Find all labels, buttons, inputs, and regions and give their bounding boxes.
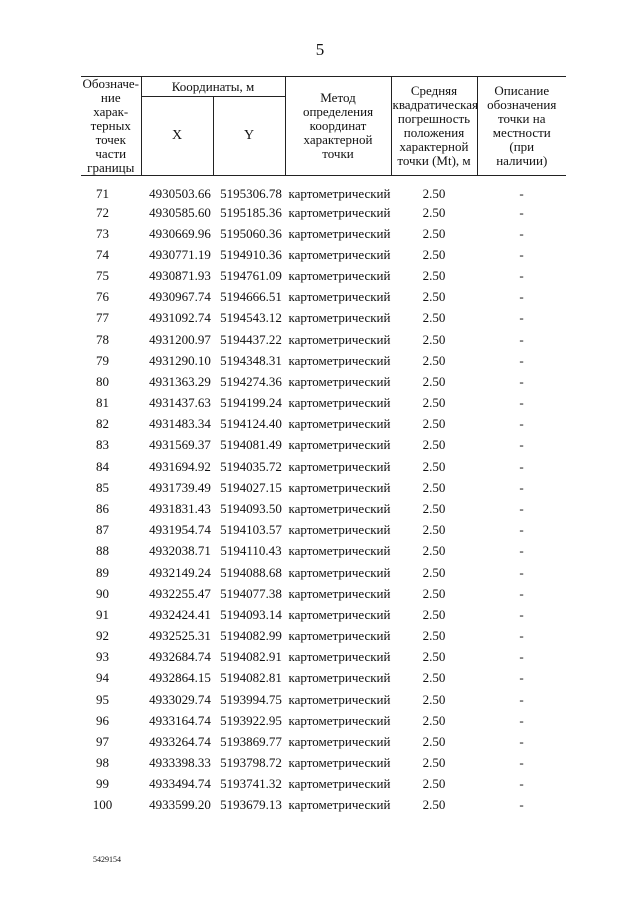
y-coordinate-cell: 5194124.40 xyxy=(220,416,282,432)
table-row xyxy=(81,625,566,646)
error-cell: 2.50 xyxy=(422,331,446,347)
description-cell: - xyxy=(519,500,524,516)
error-cell: 2.50 xyxy=(422,712,446,728)
x-coordinate-cell: 4931831.43 xyxy=(149,500,211,516)
description-cell: - xyxy=(519,268,524,284)
description-cell: - xyxy=(519,712,524,728)
point-number-cell: 77 xyxy=(96,310,109,326)
error-cell: 2.50 xyxy=(422,458,446,474)
y-coordinate-cell: 5194093.50 xyxy=(220,500,282,516)
point-number-cell: 71 xyxy=(96,186,109,201)
description-cell: - xyxy=(519,649,524,665)
x-coordinate-cell: 4933164.74 xyxy=(149,712,211,728)
table-row xyxy=(81,689,566,710)
point-number-cell: 81 xyxy=(96,395,109,411)
method-cell: картометрический xyxy=(288,712,391,728)
error-cell: 2.50 xyxy=(422,733,446,749)
method-line: Метод xyxy=(320,90,356,105)
y-coordinate-cell: 5193741.32 xyxy=(220,776,282,792)
table-body xyxy=(81,176,566,816)
point-line: части xyxy=(95,146,127,161)
point-number-cell: 91 xyxy=(96,606,109,622)
description-cell: - xyxy=(519,246,524,262)
y-coordinate-cell: 5194035.72 xyxy=(220,458,282,474)
y-coordinate-cell: 5194274.36 xyxy=(220,373,282,389)
method-cell: картометрический xyxy=(288,268,391,284)
error-cell: 2.50 xyxy=(422,628,446,644)
x-coordinate-cell: 4931954.74 xyxy=(149,522,211,538)
point-number-cell: 98 xyxy=(96,755,109,771)
table-row xyxy=(81,752,566,773)
y-coordinate-cell: 5194910.36 xyxy=(220,246,282,262)
y-coordinate-cell: 5194348.31 xyxy=(220,352,282,368)
table-row xyxy=(81,520,566,541)
x-coordinate-cell: 4931363.29 xyxy=(149,373,211,389)
description-line: точки на xyxy=(498,111,546,126)
point-number-cell: 80 xyxy=(96,373,109,389)
x-coordinate-cell: 4930871.93 xyxy=(149,268,211,284)
description-cell: - xyxy=(519,479,524,495)
description-cell: - xyxy=(519,331,524,347)
error-cell: 2.50 xyxy=(422,500,446,516)
point-line: терных xyxy=(90,118,131,133)
y-coordinate-cell: 5194103.57 xyxy=(220,522,282,538)
table-row xyxy=(81,541,566,562)
table-row xyxy=(81,456,566,477)
table-row xyxy=(81,498,566,519)
y-coordinate-cell: 5194761.09 xyxy=(220,268,282,284)
method-cell: картометрический xyxy=(288,500,391,516)
point-number-cell: 96 xyxy=(96,712,109,728)
method-cell: картометрический xyxy=(288,543,391,559)
point-number-cell: 78 xyxy=(96,331,109,347)
table-row xyxy=(81,371,566,392)
point-number-cell: 97 xyxy=(96,733,109,749)
error-cell: 2.50 xyxy=(422,606,446,622)
description-cell: - xyxy=(519,310,524,326)
point-number-cell: 99 xyxy=(96,776,109,792)
point-line: границы xyxy=(87,160,135,175)
y-coordinate-cell: 5194077.38 xyxy=(220,585,282,601)
description-cell: - xyxy=(519,691,524,707)
point-number-cell: 83 xyxy=(96,437,109,453)
method-cell: картометрический xyxy=(288,585,391,601)
description-cell: - xyxy=(519,733,524,749)
description-line: наличии) xyxy=(496,153,548,168)
method-cell: картометрический xyxy=(288,225,391,241)
y-coordinate-cell: 5195060.36 xyxy=(220,225,282,241)
table-row xyxy=(81,604,566,625)
method-cell: картометрический xyxy=(288,649,391,665)
x-coordinate-cell: 4933264.74 xyxy=(149,733,211,749)
error-cell: 2.50 xyxy=(422,246,446,262)
method-cell: картометрический xyxy=(288,776,391,792)
point-line: ние харак- xyxy=(93,90,129,119)
y-coordinate-cell: 5193994.75 xyxy=(220,691,282,707)
table-row xyxy=(81,287,566,308)
table-row xyxy=(81,668,566,689)
error-line: погрешность xyxy=(397,111,471,126)
point-number-cell: 86 xyxy=(96,500,109,516)
method-cell: картометрический xyxy=(288,310,391,326)
point-line: точек xyxy=(95,132,126,147)
description-cell: - xyxy=(519,458,524,474)
method-cell: картометрический xyxy=(288,437,391,453)
y-coordinate-cell: 5194437.22 xyxy=(220,331,282,347)
x-coordinate-cell: 4932525.31 xyxy=(149,628,211,644)
error-line: точки (Mt), м xyxy=(397,153,471,168)
x-coordinate-cell: 4932684.74 xyxy=(149,649,211,665)
point-number-cell: 90 xyxy=(96,585,109,601)
method-cell: картометрический xyxy=(288,733,391,749)
header-method xyxy=(285,77,391,176)
description-line: (при xyxy=(509,139,535,154)
error-cell: 2.50 xyxy=(422,649,446,665)
error-cell: 2.50 xyxy=(422,797,446,813)
table-row xyxy=(81,329,566,350)
point-number-cell: 76 xyxy=(96,289,109,305)
method-cell: картометрический xyxy=(288,606,391,622)
x-coordinate-cell: 4931290.10 xyxy=(149,352,211,368)
footer-code: 5429154 xyxy=(93,855,121,864)
error-cell: 2.50 xyxy=(422,585,446,601)
error-line: Средняя xyxy=(410,83,458,98)
method-cell: картометрический xyxy=(288,522,391,538)
method-cell: картометрический xyxy=(288,797,391,813)
y-coordinate-cell: 5194666.51 xyxy=(220,289,282,305)
point-number-cell: 89 xyxy=(96,564,109,580)
error-line: квадратическая xyxy=(392,97,479,112)
method-cell: картометрический xyxy=(288,289,391,305)
point-number-cell: 100 xyxy=(92,797,113,813)
x-coordinate-cell: 4933029.74 xyxy=(149,691,211,707)
point-number-cell: 75 xyxy=(96,268,109,284)
y-coordinate-cell: 5194082.91 xyxy=(220,649,282,665)
method-line: характерной xyxy=(303,132,373,147)
table-row xyxy=(81,414,566,435)
description-cell: - xyxy=(519,437,524,453)
y-coordinate-cell: 5195185.36 xyxy=(220,204,282,220)
method-cell: картометрический xyxy=(288,564,391,580)
x-coordinate-cell: 4931569.37 xyxy=(149,437,211,453)
point-number-cell: 94 xyxy=(96,670,109,686)
error-cell: 2.50 xyxy=(422,395,446,411)
method-line: точки xyxy=(322,146,354,161)
x-coordinate-cell: 4931694.92 xyxy=(149,458,211,474)
table-row xyxy=(81,393,566,414)
header-point xyxy=(81,77,141,176)
method-cell: картометрический xyxy=(288,373,391,389)
point-line: Обозначе- xyxy=(82,76,139,91)
table-row xyxy=(81,223,566,244)
y-coordinate-cell: 5194093.14 xyxy=(220,606,282,622)
x-coordinate-cell: 4932255.47 xyxy=(149,585,211,601)
x-coordinate-cell: 4930585.60 xyxy=(149,204,211,220)
x-coordinate-cell: 4931437.63 xyxy=(149,395,211,411)
x-coordinate-cell: 4931092.74 xyxy=(149,310,211,326)
error-cell: 2.50 xyxy=(422,310,446,326)
header-x: X xyxy=(141,97,213,176)
point-number-cell: 87 xyxy=(96,522,109,538)
method-line: определения xyxy=(302,104,374,119)
x-coordinate-cell: 4933494.74 xyxy=(149,776,211,792)
description-line: обозначения xyxy=(487,97,557,112)
error-cell: 2.50 xyxy=(422,776,446,792)
error-cell: 2.50 xyxy=(422,670,446,686)
method-cell: картометрический xyxy=(288,352,391,368)
point-number-cell: 74 xyxy=(96,246,109,262)
error-cell: 2.50 xyxy=(422,268,446,284)
page-number: 5 xyxy=(315,40,325,59)
table-row xyxy=(81,266,566,287)
method-cell: картометрический xyxy=(288,331,391,347)
method-cell: картометрический xyxy=(288,395,391,411)
x-coordinate-cell: 4931739.49 xyxy=(149,479,211,495)
point-number-cell: 79 xyxy=(96,352,109,368)
description-cell: - xyxy=(519,606,524,622)
description-cell: - xyxy=(519,289,524,305)
method-cell: картометрический xyxy=(288,755,391,771)
method-cell: картометрический xyxy=(288,458,391,474)
y-coordinate-cell: 5194027.15 xyxy=(220,479,282,495)
error-cell: 2.50 xyxy=(422,204,446,220)
x-coordinate-cell: 4932149.24 xyxy=(149,564,211,580)
y-coordinate-cell: 5193869.77 xyxy=(220,733,282,749)
description-cell: - xyxy=(519,225,524,241)
x-coordinate-cell: 4932424.41 xyxy=(149,606,211,622)
point-number-cell: 82 xyxy=(96,416,109,432)
description-cell: - xyxy=(519,543,524,559)
table-row xyxy=(81,774,566,795)
description-line: местности xyxy=(492,125,551,140)
header-error xyxy=(391,77,477,176)
error-cell: 2.50 xyxy=(422,416,446,432)
description-cell: - xyxy=(519,522,524,538)
table-row xyxy=(81,731,566,752)
x-coordinate-cell: 4930503.66 xyxy=(149,186,211,201)
description-cell: - xyxy=(519,585,524,601)
y-coordinate-cell: 5193798.72 xyxy=(220,755,282,771)
y-coordinate-cell: 5194082.99 xyxy=(220,628,282,644)
point-number-cell: 93 xyxy=(96,649,109,665)
x-coordinate-cell: 4932864.15 xyxy=(149,670,211,686)
point-number-cell: 84 xyxy=(96,458,109,474)
x-coordinate-cell: 4931200.97 xyxy=(149,331,211,347)
x-coordinate-cell: 4930669.96 xyxy=(149,225,211,241)
error-cell: 2.50 xyxy=(422,564,446,580)
x-coordinate-cell: 4930967.74 xyxy=(149,289,211,305)
table-row xyxy=(81,795,566,816)
table-row xyxy=(81,583,566,604)
table-row xyxy=(81,710,566,731)
y-coordinate-cell: 5194199.24 xyxy=(220,395,282,411)
error-cell: 2.50 xyxy=(422,289,446,305)
y-coordinate-cell: 5194082.81 xyxy=(220,670,282,686)
table-row xyxy=(81,350,566,371)
method-cell: картометрический xyxy=(288,246,391,262)
description-cell: - xyxy=(519,670,524,686)
description-cell: - xyxy=(519,564,524,580)
method-cell: картометрический xyxy=(288,670,391,686)
x-coordinate-cell: 4932038.71 xyxy=(149,543,211,559)
method-cell: картометрический xyxy=(288,628,391,644)
x-coordinate-cell: 4933599.20 xyxy=(149,797,211,813)
table-row xyxy=(81,176,566,203)
method-cell: картометрический xyxy=(288,204,391,220)
point-number-cell: 95 xyxy=(96,691,109,707)
y-coordinate-cell: 5193922.95 xyxy=(220,712,282,728)
description-cell: - xyxy=(519,395,524,411)
error-cell: 2.50 xyxy=(422,755,446,771)
description-cell: - xyxy=(519,373,524,389)
header-description xyxy=(477,77,566,176)
table-row xyxy=(81,477,566,498)
method-cell: картометрический xyxy=(288,479,391,495)
point-number-cell: 73 xyxy=(96,225,109,241)
header-coordinates: Координаты, м xyxy=(141,77,285,97)
y-coordinate-cell: 5194088.68 xyxy=(220,564,282,580)
table-row xyxy=(81,647,566,668)
description-cell: - xyxy=(519,755,524,771)
description-cell: - xyxy=(519,416,524,432)
error-cell: 2.50 xyxy=(422,522,446,538)
table-row xyxy=(81,244,566,265)
x-coordinate-cell: 4930771.19 xyxy=(149,246,211,262)
x-coordinate-cell: 4931483.34 xyxy=(149,416,211,432)
error-line: характерной xyxy=(399,139,469,154)
description-cell: - xyxy=(519,186,524,201)
description-cell: - xyxy=(519,628,524,644)
y-coordinate-cell: 5195306.78 xyxy=(220,186,282,201)
point-number-cell: 85 xyxy=(96,479,109,495)
error-cell: 2.50 xyxy=(422,543,446,559)
point-number-cell: 88 xyxy=(96,543,109,559)
method-cell: картометрический xyxy=(288,416,391,432)
method-cell: картометрический xyxy=(288,186,391,201)
table-row xyxy=(81,202,566,223)
coordinates-table xyxy=(81,76,566,816)
table-row xyxy=(81,562,566,583)
error-line: положения xyxy=(403,125,465,140)
y-coordinate-cell: 5194110.43 xyxy=(220,543,282,559)
description-cell: - xyxy=(519,352,524,368)
y-coordinate-cell: 5194543.12 xyxy=(220,310,282,326)
point-number-cell: 72 xyxy=(96,204,109,220)
description-line: Описание xyxy=(494,83,550,98)
table-row xyxy=(81,308,566,329)
x-coordinate-cell: 4933398.33 xyxy=(149,755,211,771)
method-cell: картометрический xyxy=(288,691,391,707)
description-cell: - xyxy=(519,204,524,220)
y-coordinate-cell: 5194081.49 xyxy=(220,437,282,453)
description-cell: - xyxy=(519,797,524,813)
error-cell: 2.50 xyxy=(422,373,446,389)
error-cell: 2.50 xyxy=(422,437,446,453)
header-y: Y xyxy=(213,97,285,176)
error-cell: 2.50 xyxy=(422,352,446,368)
y-coordinate-cell: 5193679.13 xyxy=(220,797,282,813)
description-cell: - xyxy=(519,776,524,792)
error-cell: 2.50 xyxy=(422,479,446,495)
error-cell: 2.50 xyxy=(422,225,446,241)
table-row xyxy=(81,435,566,456)
error-cell: 2.50 xyxy=(422,691,446,707)
error-cell: 2.50 xyxy=(422,186,446,201)
method-line: координат xyxy=(309,118,367,133)
point-number-cell: 92 xyxy=(96,628,109,644)
